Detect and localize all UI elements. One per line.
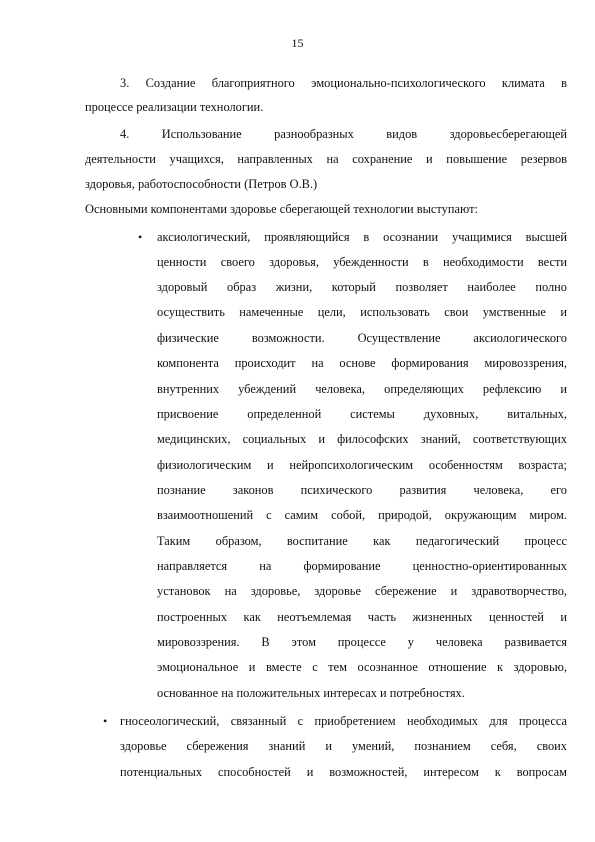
axiological-line-1: аксиологический, проявляющийся в осознании учащимися высшей: [157, 230, 567, 244]
components-intro: Основными компонентами здоровье сберегающей технологии выступают:: [85, 202, 478, 216]
gnoseological-line-2: здоровье сбережения знаний и умений, познанием себя, своих: [120, 739, 567, 753]
axiological-line-7: внутренних убеждений человека, определяющих рефлексию и: [157, 382, 567, 396]
axiological-line-13: Таким образом, воспитание как педагогический процесс: [157, 534, 567, 548]
paragraph-4-line-3: здоровья, работоспособности (Петров О.В.): [85, 177, 318, 191]
axiological-line-18: эмоциональное и вместе с тем осознанное отношение к здоровью,: [157, 660, 567, 674]
axiological-line-14: направляется на формирование ценностно-ориентированных: [157, 559, 567, 573]
gnoseological-line-1: гносеологический, связанный с приобретением необходимых для процесса: [120, 714, 567, 728]
paragraph-4-line-1: 4. Использование разнообразных видов здоровьесберегающей: [120, 127, 567, 141]
page-number: 15: [291, 36, 304, 50]
axiological-line-4: осуществить намеченные цели, использовать свои умственные и: [157, 305, 567, 319]
paragraph-3-line-1: 3. Создание благоприятного эмоционально-психологического климата в: [120, 76, 567, 90]
axiological-line-17: мировоззрения. В этом процессе у человека развивается: [157, 635, 567, 649]
paragraph-3-line-2: процессе реализации технологии.: [85, 100, 264, 114]
bullet-icon: •: [103, 714, 108, 728]
axiological-line-11: познание законов психического развития человека, его: [157, 483, 567, 497]
axiological-line-5: физические возможности. Осуществление аксиологического: [157, 331, 567, 345]
paragraph-4-line-2: деятельности учащихся, направленных на сохранение и повышение резервов: [85, 152, 567, 166]
axiological-line-10: физиологическим и нейропсихологическим особенностям возраста;: [157, 458, 567, 472]
axiological-line-6: компонента происходит на основе формирования мировоззрения,: [157, 356, 567, 370]
axiological-line-2: ценности своего здоровья, убежденности в необходимости вести: [157, 255, 567, 269]
axiological-line-8: присвоение определенной системы духовных, витальных,: [157, 407, 567, 421]
bullet-icon: •: [138, 230, 143, 244]
axiological-line-12: взаимоотношений с самим собой, природой, окружающим миром.: [157, 508, 567, 522]
gnoseological-line-3: потенциальных способностей и возможностей, интересом к вопросам: [120, 765, 567, 779]
axiological-line-19: основанное на положительных интересах и потребностях.: [157, 686, 465, 700]
axiological-line-15: установок на здоровье, здоровье сбережение и здравотворчество,: [157, 584, 567, 598]
axiological-line-9: медицинских, социальных и философских знаний, соответствующих: [157, 432, 567, 446]
axiological-line-16: построенных как неотъемлемая часть жизненных ценностей и: [157, 610, 567, 624]
axiological-line-3: здоровый образ жизни, который позволяет наиболее полно: [157, 280, 567, 294]
